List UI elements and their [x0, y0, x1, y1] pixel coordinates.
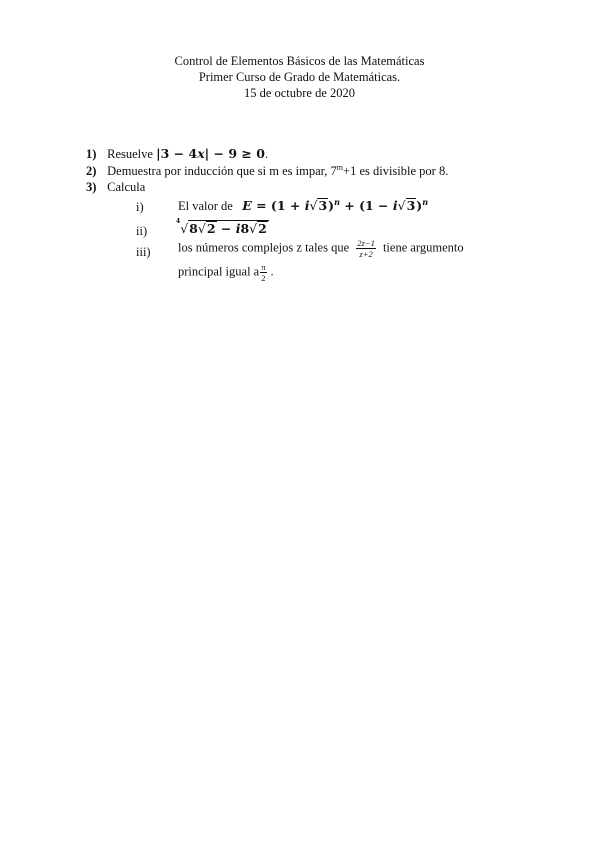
exam-course: Primer Curso de Grado de Matemáticas. [198, 70, 401, 84]
subitem-ii [176, 220, 269, 237]
exam-title: Control de Elementos Básicos de las Matemáticas [174, 54, 425, 68]
problem-1: 1) Resuelve |3 − 4x| − 9 ≥ 0. [86, 146, 269, 161]
problem-number: 3) [86, 180, 97, 194]
subitem-iii-continued: principal igual a $\frac{\pi}{2}$ . [178, 262, 274, 283]
inequality-expression: |3 − 4x| − 9 ≥ 0 [156, 146, 265, 161]
pi-over-2-fraction: $\frac{\pi}{2}$ [261, 262, 266, 283]
subitem-iii: los números complejos z tales que $\frac{2z-1}{z+2}$ tiene argumento [178, 238, 464, 259]
exam-header [0, 53, 599, 101]
subitem-label: ii) [136, 224, 148, 238]
problem-number: 1) [86, 147, 97, 161]
subitem-label: i) [136, 200, 144, 214]
expression-E: $E = (1 + i√3)^n + (1 - i√3)^n$ [242, 197, 429, 214]
exam-date: 15 de octubre de 2020 [243, 86, 356, 100]
problem-text: Calcula [107, 180, 146, 194]
problem-text: Resuelve [107, 147, 153, 161]
problem-2 [86, 163, 448, 179]
subitem-label: iii) [136, 245, 151, 259]
problem-number: 2) [86, 164, 97, 179]
fraction: $\frac{2z-1}{z+2}$ [357, 238, 375, 259]
subitem-i: El valor de $E = (1 + i√3)^n + (1 - i√3)^n$ [178, 197, 429, 214]
fourth-root-expression: $^4$√8√2 − i8√2 [176, 218, 267, 236]
problem-3 [86, 180, 145, 195]
problem-text: Demuestra por inducción que si m es impar, $7^m+1$ es divisible por 8. [107, 163, 449, 179]
